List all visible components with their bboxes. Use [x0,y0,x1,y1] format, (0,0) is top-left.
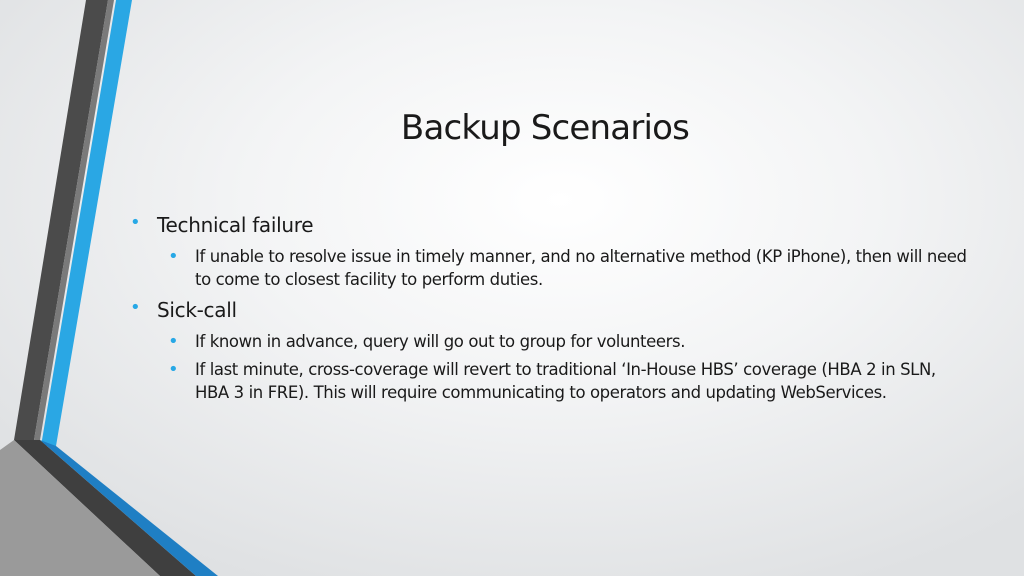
sub-bullet-item [168,330,970,353]
sub-bullet-text: If known in advance, query will go out to group for volunteers. [195,332,686,351]
bullet-dot-icon: • [130,297,141,318]
bullet-dot-icon: • [130,212,141,233]
bullet-item-sick-call [130,295,970,325]
sub-bullet-item [168,245,970,291]
bullet-text: Sick-call [157,298,237,322]
stripe-gray [34,0,114,440]
sub-bullet-item [168,358,970,404]
sub-bullet-text: If unable to resolve issue in timely manner, and no alternative method (KP iPhone), then will need to come to closest facility to perform duties. [195,247,967,289]
bullet-list [130,210,970,404]
sub-bullet-text: If last minute, cross-coverage will revert to traditional ‘In-House HBS’ coverage (HBA 2 in SLN, HBA 3 in FRE). This will require communicating to operators and updating WebServices. [195,360,936,402]
bullet-text: Technical failure [157,213,314,237]
bottom-band-gray [0,440,160,576]
bullet-dot-icon: • [168,331,179,352]
bullet-dot-icon: • [168,359,179,380]
bullet-dot-icon: • [168,246,179,267]
slide-title: Backup Scenarios [400,108,690,148]
bullet-item-technical-failure [130,210,970,240]
